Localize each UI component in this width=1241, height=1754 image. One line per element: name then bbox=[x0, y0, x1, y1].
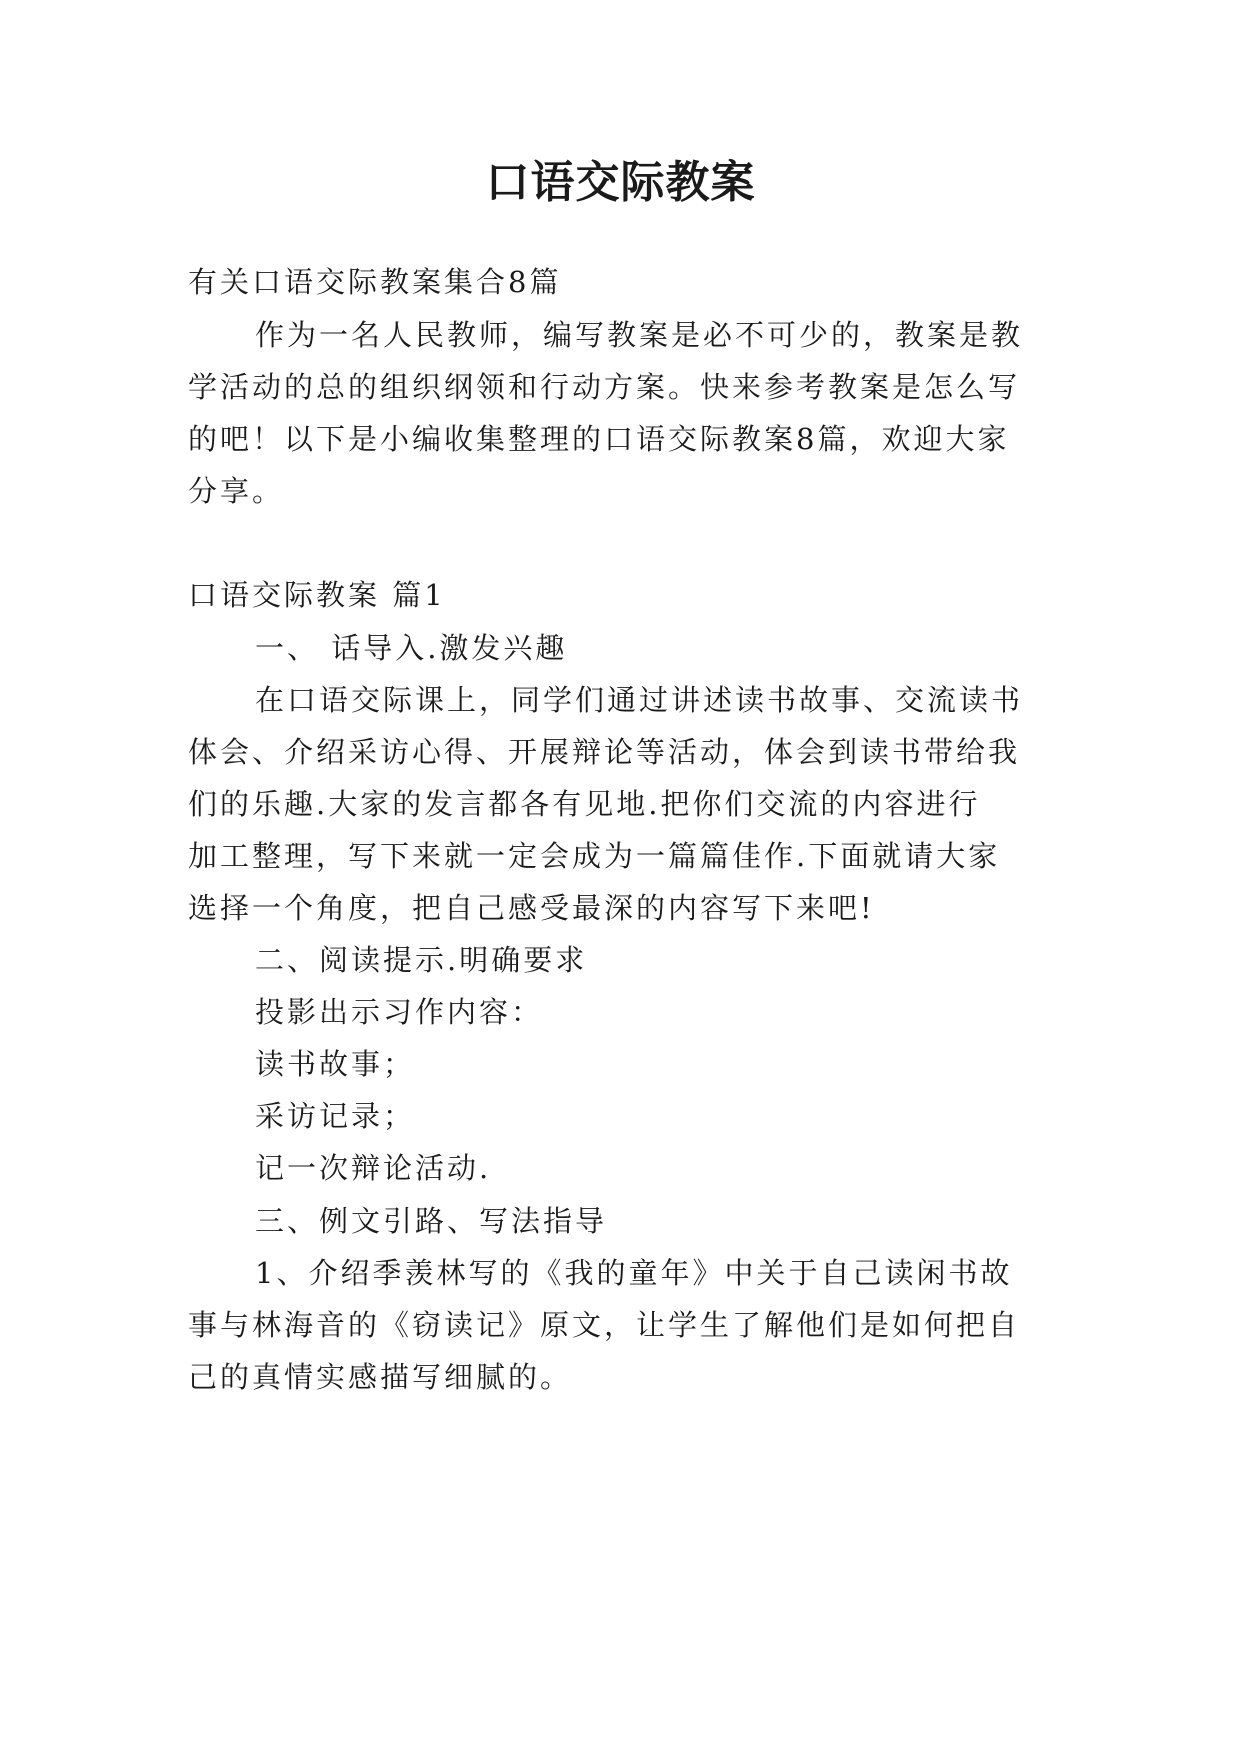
paragraph-line: 己的真情实感描写细腻的。 bbox=[188, 1360, 573, 1394]
document-subtitle: 有关口语交际教案集合8篇 bbox=[188, 265, 562, 299]
list-item: 采访记录； bbox=[255, 1099, 416, 1133]
intro-line: 作为一名人民教师，编写教案是必不可少的，教案是教 bbox=[255, 318, 1024, 352]
item-2-heading: 二、阅读提示.明确要求 bbox=[255, 943, 588, 977]
section-heading: 口语交际教案 篇1 bbox=[188, 578, 446, 612]
intro-line: 分享。 bbox=[188, 474, 285, 508]
item-1-heading: 一、 话导入.激发兴趣 bbox=[255, 631, 568, 665]
paragraph-line: 事与林海音的《窃读记》原文，让学生了解他们是如何把自 bbox=[188, 1308, 1021, 1342]
paragraph-line: 加工整理，写下来就一定会成为一篇篇佳作.下面就请大家 bbox=[188, 839, 1001, 873]
paragraph-line: 选择一个角度，把自己感受最深的内容写下来吧! bbox=[188, 891, 875, 925]
paragraph-line: 们的乐趣.大家的发言都各有见地.把你们交流的内容进行 bbox=[188, 787, 981, 821]
document-title: 口语交际教案 bbox=[485, 157, 756, 208]
list-item: 读书故事； bbox=[255, 1047, 416, 1081]
paragraph-line: 体会、介绍采访心得、开展辩论等活动，体会到读书带给我 bbox=[188, 735, 1021, 769]
item-3-heading: 三、例文引路、写法指导 bbox=[255, 1204, 608, 1238]
intro-line: 的吧！以下是小编收集整理的口语交际教案8篇，欢迎大家 bbox=[188, 422, 1010, 456]
list-item: 投影出示习作内容： bbox=[255, 995, 544, 1029]
intro-line: 学活动的总的组织纲领和行动方案。快来参考教案是怎么写 bbox=[188, 370, 1021, 404]
paragraph-line: 在口语交际课上，同学们通过讲述读书故事、交流读书 bbox=[255, 683, 1024, 717]
paragraph-line: 1、介绍季羡林写的《我的童年》中关于自己读闲书故 bbox=[255, 1256, 1013, 1290]
list-item: 记一次辩论活动. bbox=[255, 1151, 492, 1185]
